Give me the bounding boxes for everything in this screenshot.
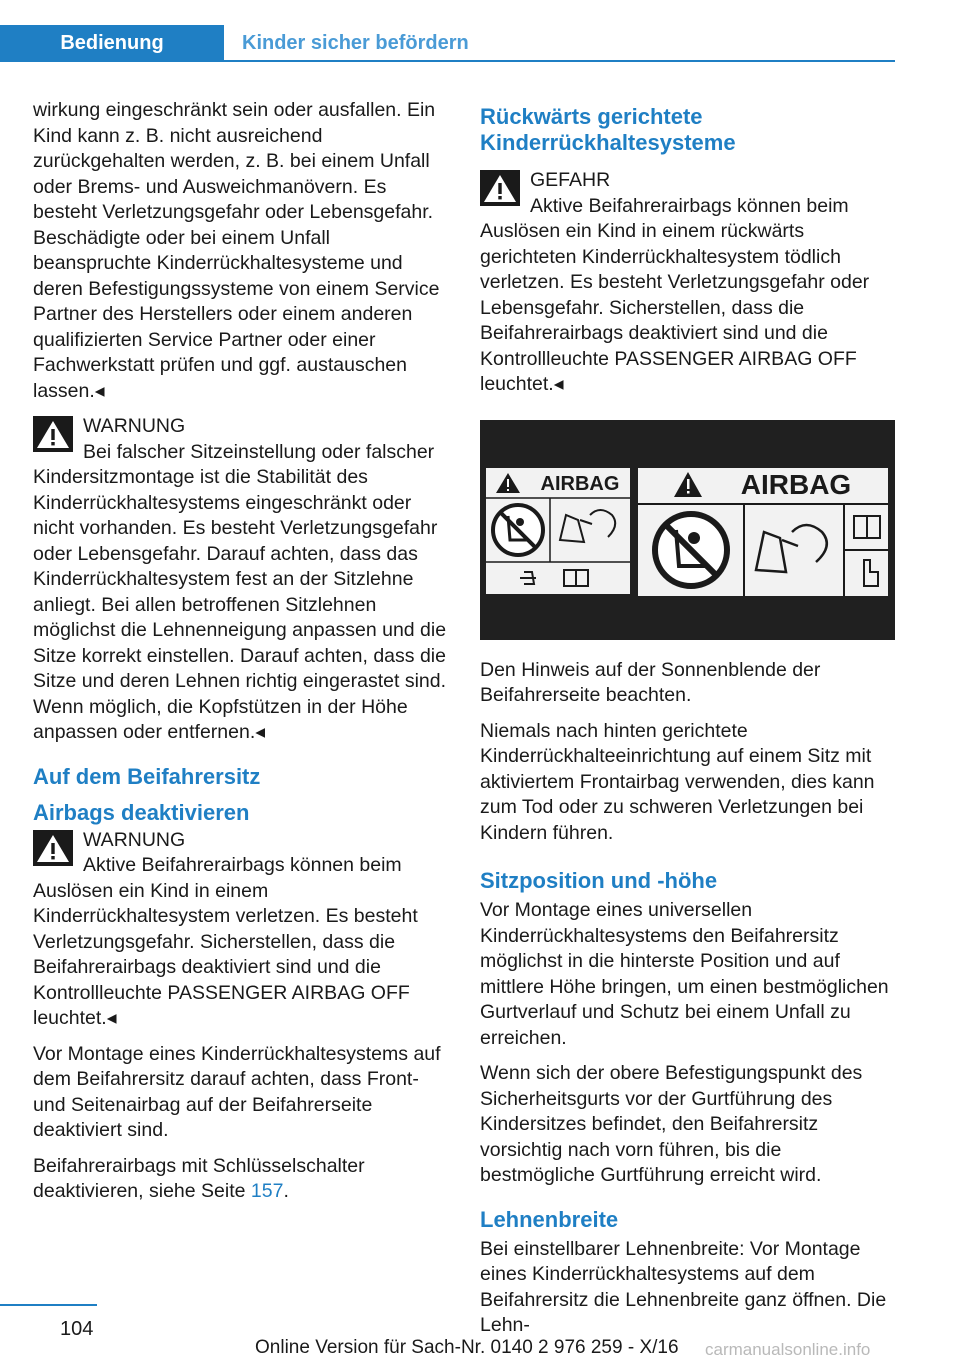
warning-text: Aktive Beifahrerairbags können beim Auslösen ein Kind in einem Kinderrückhaltesystem verletzen. Es besteht Verletzungsgefahr. Sicherstellen, dass die Beifahrerairbags deaktiviert sind und die Kontrollleuchte PASSENGER AIRBAG OFF leuchtet.◂ [33,854,418,1029]
no-child-seat-icon [493,505,543,555]
danger-title: GEFAHR [530,169,611,191]
no-child-seat-icon [655,514,727,586]
airbag-labels-illustration [480,420,895,640]
paragraph: Bei einstellbarer Lehnenbreite: Vor Montage eines Kinderrückhaltesystems auf dem Beifahrersitz die Lehnenbreite ganz öffnen. Die Lehn- [480,1237,887,1336]
warning-triangle-icon [33,830,73,866]
header-divider [224,60,895,62]
subsection-heading: Airbags deaktivieren [33,799,250,825]
paragraph: Beifahrerairbags mit Schlüsselschalter deaktivieren, siehe Seite 157. [33,1154,365,1202]
airbag-text-small: AIRBAG [540,472,620,495]
section-tab-kinder[interactable]: Kinder sicher befördern [242,32,469,54]
warning-title: WARNUNG [83,415,186,437]
watermark: carmanualsonline.info [705,1340,871,1359]
warning-block [33,828,448,1032]
paragraph: Den Hinweis auf der Sonnenblende der Beifahrerseite beachten. [480,658,821,706]
danger-block [480,168,895,398]
paragraph: Niemals nach hinten gerichtete Kinderrückhalteeinrichtung auf einem Sitz mit aktiviertem Frontairbag verwenden, dies kann zum Tod oder zu schweren Verletzungen bei Kindern führen. [480,719,875,844]
warning-triangle-icon [480,170,520,206]
airbag-label-photo [480,420,895,640]
page-link[interactable]: 157 [250,1180,284,1202]
left-column [33,98,448,1215]
subsection-heading: Lehnenbreite [480,1206,619,1232]
paragraph: Vor Montage eines Kinderrückhaltesystems auf dem Beifahrersitz darauf achten, dass Front- und Seitenairbag auf der Beifahrerseite deaktiviert sind. [33,1042,441,1141]
section-heading: Auf dem Beifahrersitz [33,763,261,789]
right-column [480,98,895,1349]
warning-triangle-icon [33,416,73,452]
warning-title: WARNUNG [83,828,186,851]
page-header [0,0,895,62]
paragraph: Vor Montage eines universellen Kinderrückhaltesystems den Beifahrersitz möglichst in die hinterste Position und auf mittlere Höhe bringen, um einen bestmöglichen Gurtverlauf und Schutz bei einem Unfall zu erreichen. [480,899,889,1049]
warning-text: Bei falscher Sitzeinstellung oder falscher Kindersitzmontage ist die Stabilität des Kinderrückhaltesystems eingeschränkt oder nicht vorhanden. Es besteht Verletzungsgefahr oder Lebensgefahr. Darauf achten, dass das Kinderrückhaltesystem fest an der Sitzlehne anliegt. Bei allen betroffenen Sitzlehnen möglichst die Lehnenneigung anpassen und die Sitze korrekt einstellen. Darauf achten, dass die Sitze und deren Lehnen richtig eingerastet sind. Wenn möglich, die Kopfstützen in der Höhe anpassen oder entfernen.◂ [33,440,447,743]
paragraph: Wenn sich der obere Befestigungspunkt des Sicherheitsgurts vor der Gurtführung des Kindersitzes befindet, den Beifahrersitz vorsichtig nach vorn führen, bis die bestmögliche Gurtführung erreicht wird. [480,1062,863,1186]
danger-text: Aktive Beifahrerairbags können beim Auslösen ein Kind in einem rückwärts gerichteten Kinderrückhaltesystem tödlich verletzen. Es besteht Verletzungsgefahr oder Lebensgefahr. Sicherstellen, dass die Beifahrerairbags deaktiviert sind und die Kontrollleuchte PASSENGER AIRBAG OFF leuchtet.◂ [480,194,870,395]
airbag-text-large: AIRBAG [740,468,852,500]
warning-block [33,414,448,746]
subsection-heading: Sitzposition und -höhe [480,868,718,893]
footer-divider [0,1304,97,1306]
section-tab-bedienung[interactable]: Bedienung [0,25,224,62]
page-number: 104 [60,1318,94,1340]
online-version-text: Online Version für Sach-Nr. 0140 2 976 259 - X/16 [255,1337,679,1358]
paragraph: wirkung eingeschränkt sein oder ausfallen. Ein Kind kann z. B. nicht ausreichend zurückgehalten werden, z. B. bei einem Unfall oder Brems- und Ausweichmanövern. Es besteht Verletzungsgefahr oder Lebensgefahr. Beschädigte oder bei einem Unfall beanspruchte Kinderrückhaltesysteme und deren Befestigungssysteme von einem Service Partner des Herstellers oder einem anderen qualifizierten Service Partner oder einer Fachwerkstatt prüfen und ggf. austauschen lassen.◂ [33,99,440,402]
section-heading: Rückwärts gerichtete Kinderrückhaltesysteme [480,104,736,155]
